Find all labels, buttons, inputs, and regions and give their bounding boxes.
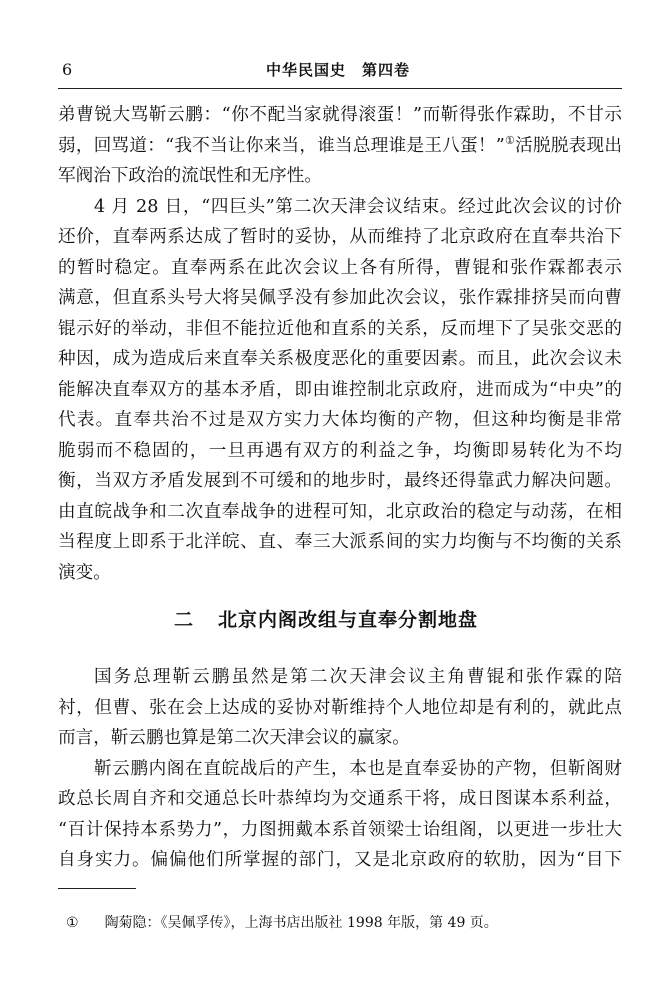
header-rule — [58, 88, 622, 89]
text-line: 锟示好的举动，非但不能拉近他和直系的关系，反而埋下了吴张交恶的 — [58, 318, 622, 339]
text-line: 种因，成为造成后来直奉关系极度恶化的重要因素。而且，此次会议未 — [58, 349, 622, 369]
text-line: 当程度上即系于北洋皖、直、奉三大派系间的实力均衡与不均衡的关系 — [58, 532, 622, 552]
text-line-with-footnote — [58, 131, 622, 162]
page-number: 6 — [62, 60, 73, 79]
text-line: 弟曹锐大骂靳云鹏：“你不配当家就得滚蛋！”而靳得张作霖助，不甘示 — [58, 105, 622, 125]
footnote-rule — [58, 888, 136, 889]
text-line: 国务总理靳云鹏虽然是第二次天津会议主角曹锟和张作霖的陪 — [94, 667, 622, 687]
footnote — [66, 912, 498, 934]
footnote-ref: ① — [504, 133, 516, 147]
text-line: 靳云鹏内阁在直皖战后的产生，本也是直奉妥协的产物，但靳阁财 — [94, 758, 622, 779]
text-line: 演变。 — [58, 562, 111, 583]
section-title: 北京内阁改组与直奉分割地盘 — [218, 609, 479, 631]
text-line: 脆弱而不稳固的，一旦再遇有双方的利益之争，均衡即易转化为不均 — [58, 440, 622, 461]
paragraph-2 — [58, 192, 622, 589]
text-line: 代表。直奉共治不过是双方实力大体均衡的产物，但这种均衡是非常 — [58, 410, 622, 430]
text-segment: 弱，回骂道：“我不当让你来当，谁当总理谁是王八蛋！” — [58, 135, 505, 156]
page-header — [58, 58, 618, 82]
text-line: 衡，当双方矛盾发展到不可缓和的地步时，最终还得靠武力解决问题。 — [58, 471, 622, 491]
section-number: 二 — [173, 609, 194, 631]
text-line: “百计保持本系势力”，力图拥戴本系首领梁士诒组阁，以更进一步壮大 — [58, 819, 622, 840]
paragraph-3 — [58, 662, 622, 754]
running-title: 中华民国史 第四卷 — [265, 61, 410, 79]
section-heading — [0, 604, 652, 636]
text-line: 能解决直奉双方的基本矛盾，即由谁控制北京政府，进而成为“中央”的 — [58, 379, 622, 400]
text-line: 由直皖战争和二次直奉战争的进程可知，北京政治的稳定与动荡，在相 — [58, 501, 622, 522]
text-line: 4 月 28 日，“四巨头”第二次天津会议结束。经过此次会议的讨价 — [94, 196, 622, 217]
text-line: 衬，但曹、张在会上达成的妥协对靳维持个人地位却是有利的，就此点 — [58, 697, 622, 718]
text-line: 的暂时稳定。直奉两系在此次会议上各有所得，曹锟和张作霖都表示 — [58, 257, 622, 278]
text-line: 政总长周自齐和交通总长叶恭绰均为交通系干将，成日图谋本系利益， — [58, 789, 622, 809]
text-line: 还价，直奉两系达成了暂时的妥协，从而维持了北京政府在直奉共治下 — [58, 227, 622, 247]
text-line: 军阀治下政治的流氓性和无序性。 — [58, 166, 322, 186]
footnote-mark: ① — [66, 915, 79, 931]
text-line: 而言，靳云鹏也算是第二次天津会议的赢家。 — [58, 728, 410, 748]
paragraph-1 — [58, 100, 622, 192]
paragraph-4 — [58, 754, 622, 876]
text-line: 自身实力。偏偏他们所掌握的部门，又是北京政府的软肋，因为“目下 — [58, 850, 622, 870]
footnote-text: 陶菊隐：《吴佩孚传》，上海书店出版社 1998 年版，第 49 页。 — [104, 915, 498, 931]
text-segment: 活脱脱表现出 — [515, 135, 622, 156]
text-line: 满意，但直系头号大将吴佩孚没有参加此次会议，张作霖排挤吴而向曹 — [58, 288, 622, 308]
